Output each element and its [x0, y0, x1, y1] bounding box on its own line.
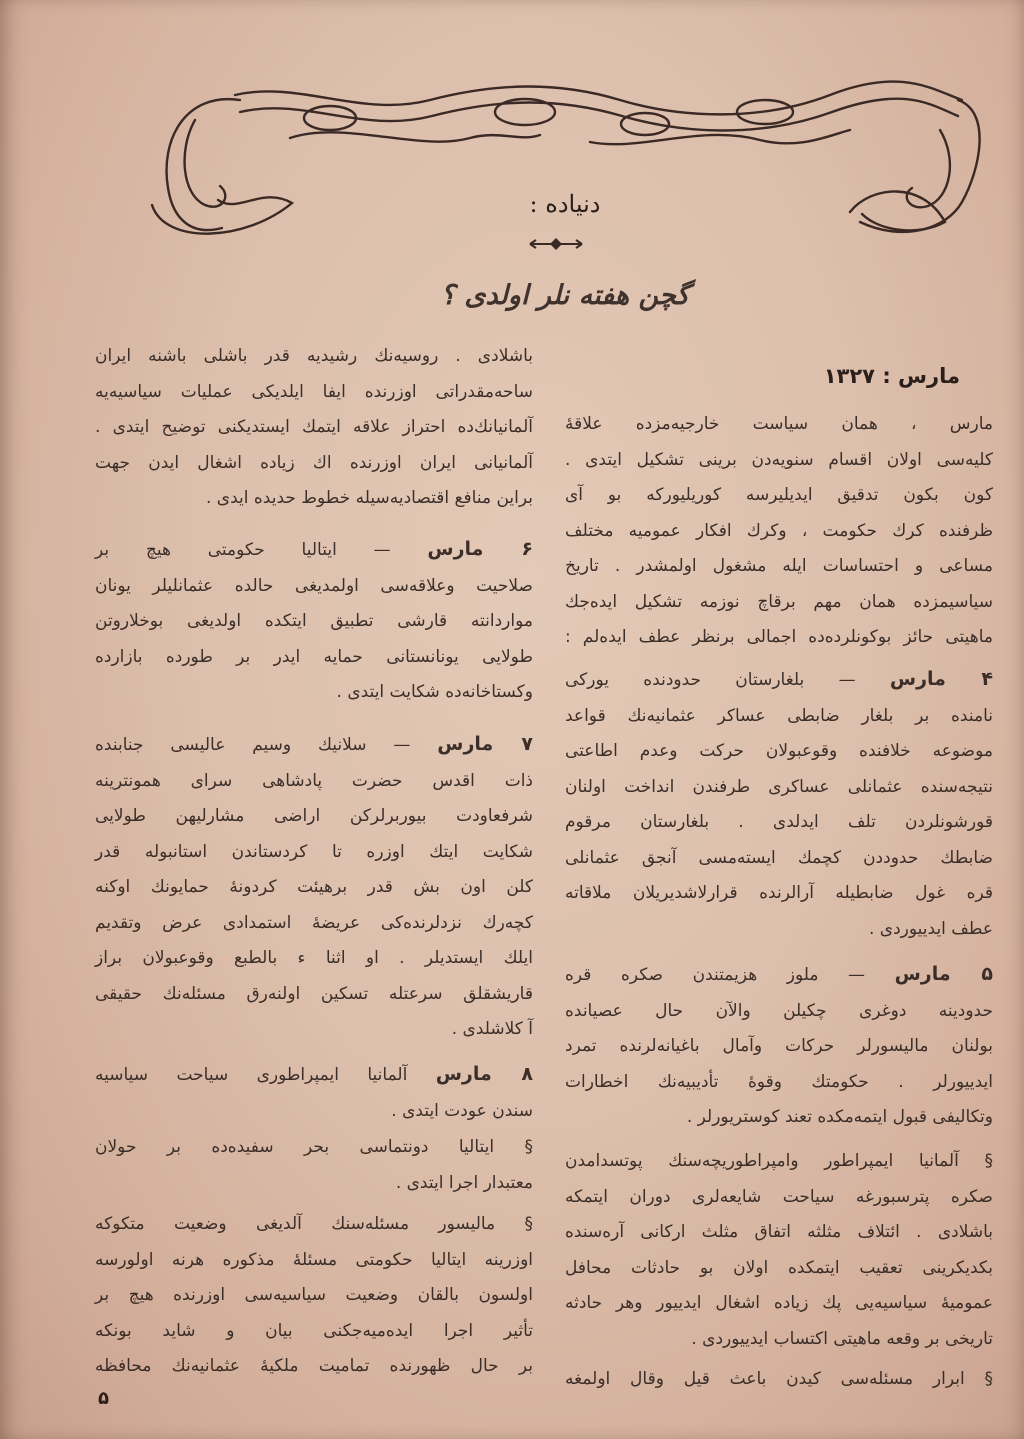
text-line: باشلادی . ائتلاف مثلثه اتفاق مثلث ارکانی آره‌سنده [565, 1222, 993, 1242]
text-line: قاریشقلق سرعتله تسکین اولنه‌رق مسئله‌نك حقیقی [95, 983, 533, 1004]
dated-entry [565, 957, 993, 1136]
text-line: وکستاخانه‌ده شکایت ایتدی . [336, 682, 533, 702]
entry-lead-text: آلمانیا ایمپراطوری سیاحت سیاسیه [95, 1065, 408, 1085]
text-line: عطف ایدییوردی . [868, 918, 993, 939]
text-line: § آلمانیا ایمپراطور وامپراطوریچه‌سنك پوتسدامدن [565, 1151, 993, 1171]
text-line: مواردانته قارشی تطبیق ایتکده اولدیغی بوخلاروتن [95, 611, 533, 631]
column-date-heading: مارس : ۱۳۲۷ [823, 364, 960, 388]
entry-lead-text: — ایتالیا حکومتی هیچ بر [95, 540, 391, 560]
text-line: ظرفنده کرك حکومت ، وکرك افکار عمومیه مختلف [565, 520, 993, 541]
entry-date: ۶ مارس [427, 538, 534, 560]
entry-date: ۴ مارس [889, 668, 994, 690]
text-line: سیاسیمزده همان مهم برقاچ نوزمه تشکیل ایده‌جك [565, 591, 993, 612]
text-line: آ کلاشلدی . [451, 1019, 533, 1039]
dated-entry-heading [95, 532, 533, 569]
text-line: ایدییورلر . حکومتك وقوهٔ تأدیبیه‌نك اخطارات [565, 1071, 993, 1092]
text-line: بر حال ظهورنده تمامیت ملکیهٔ عثمانیه‌نك محافظه [95, 1356, 533, 1376]
frame-left-scroll [167, 99, 240, 230]
divider-ornament [528, 236, 584, 252]
text-line: ضابطك حدوددن کچمك ایسته‌مسی آنجق عثمانلی [565, 847, 993, 868]
entry-date: ۵ مارس [894, 963, 994, 985]
text-line: ایلك ایستدیلر . او اثنا ء بالطبع وقوعبولان براز [95, 948, 533, 968]
frame-swirl-left [290, 132, 540, 141]
text-line: کلیه‌سی اولان اقسام سنویه‌دن برینی تشکیل ایتدی . [565, 449, 993, 470]
dated-entry-heading [95, 1057, 533, 1094]
text-line: تاریخی بر وقعه ماهیتی اکتساب ایدییوردی . [691, 1328, 993, 1349]
text-line: شرفعاودت بیوربرلرکن اراضی مشارلیهن طولایی [95, 806, 533, 826]
text-line: آلمانیانك‌ده احتراز علاقه ایتمك ایستدیکنی توضیح ایتدی . [95, 417, 533, 437]
paragraph [565, 407, 993, 656]
text-line: نامنده بر بلغار ضابطی عساکر عثمانیه‌نك قواعد [565, 705, 993, 726]
text-line: مارس ، همان سیاست خارجیه‌مزده علاقهٔ [565, 414, 993, 434]
frame-left-scroll-inner [185, 120, 226, 207]
entry-lead-text: — سلانیك وسیم عالیسی جنابنده [95, 735, 411, 755]
text-line: اوزرینه ایتالیا حکومتی مسئلهٔ مذکوره هرنه اولورسه [95, 1249, 533, 1270]
section-title: دنیاده : [529, 190, 601, 218]
text-line: شکایت ایتك اوزره تا کردستاندن استانبوله قدر [95, 841, 533, 862]
text-line: طولایی یونانستانی حمایه ایدر بر طورده بازارده [95, 646, 533, 667]
text-line: معتبدار اجرا ایتدی . [395, 1172, 533, 1193]
text-line: براین منافع اقتصادیه‌سیله خطوط حدیده ایدی . [206, 488, 533, 508]
dated-entry [565, 662, 993, 947]
text-line: § ایتالیا دونتماسی بحر سفیده‌ده بر حولان [95, 1137, 533, 1157]
text-line: کون بکون تدقیق ایدیلیرسه کوریلیورکه بو آی [565, 485, 993, 505]
paragraph [565, 1362, 993, 1398]
text-line: عمومیهٔ سیاسیه‌یی پك زیاده اشغال ایدییور وهر حادثه [565, 1293, 993, 1313]
divider-diamond [550, 238, 562, 250]
text-line: حدودینه دوغری چکیلن والآن حال عصیانده [565, 1000, 993, 1021]
text-line: مساعی و احتساسات ایله مشغول اولمشدر . تاریخ [565, 556, 993, 576]
text-line: ماهیتی حائز بوکونلرده‌ده اجمالی برنظر عطف ایده‌لم : [565, 627, 993, 647]
text-line: § ابرار مسئله‌سی کیدن باعث قیل وقال اولمغه [565, 1369, 993, 1389]
text-line: آلمانیانی ایران اوزرنده اك زیاده اشغال ایدن جهت [95, 452, 533, 473]
text-line: صکره پترسبورغه سیاحت شایعه‌لری دوران ایتمکه [565, 1186, 993, 1207]
text-line: کچه‌رك نزدلرنده‌کی عریضهٔ استمدادی عرض وتقدیم [95, 912, 533, 933]
text-line: نتیجه‌سنده عثمانلی عساکری طرفندن انداخت اولنان [565, 776, 993, 797]
entry-lead-text: — بلغارستان حدودنده یورکی [565, 670, 856, 690]
text-line: سندن عودت ایتدی . [391, 1100, 533, 1121]
text-line: صلاحیت وعلاقه‌سی اولمدیغی حالده عثمانلیلر یونان [95, 575, 533, 596]
text-line: اولسون بالقان وضعیت سیاسیه‌سی اوزرنده هیچ بر [95, 1285, 533, 1305]
entry-lead-text: — ملوز هزیمتندن صکره قره [565, 965, 866, 985]
paragraph [565, 1144, 993, 1357]
headline: گچن هفته نلر اولدی ؟ [440, 280, 690, 311]
dated-entry-heading [565, 662, 993, 699]
dated-entry [95, 532, 533, 711]
page-number: ۵ [98, 1388, 109, 1409]
text-line: قورشونلردن تلف ایدلدی . بلغارستان مرقوم [565, 812, 993, 832]
text-line: ذات اقدس حضرت پادشاهی سرای همونترینه [95, 770, 533, 791]
paragraph [95, 1130, 533, 1201]
paragraph [95, 1207, 533, 1385]
frame-right-scroll [860, 100, 980, 232]
decorative-header-frame [0, 0, 1024, 260]
text-line: باشلادی . روسیه‌نك رشیدیه قدر باشلی باشنه ایران [95, 346, 533, 366]
dated-entry [95, 727, 533, 1048]
dated-entry-heading [95, 727, 533, 764]
text-line: وتکالیفی قبول ایتمه‌مکده تعند کوستریورلر . [686, 1107, 993, 1127]
text-line: موضوعه خلافنده وقوعبولان حرکت وعدم اطاعتی [565, 741, 993, 761]
paragraph [95, 339, 533, 517]
text-line: § مالیسور مسئله‌سنك آلدیغی وضعیت متکوکه [95, 1214, 533, 1234]
dated-entry-heading [565, 957, 993, 994]
text-line: کلن اون بش قدر برهیئت کردونهٔ حمایونك اوکنه [95, 877, 533, 897]
text-line: بولنان مالیسورلر حرکات وآمال باغیانه‌لرنده تمرد [565, 1036, 993, 1056]
entry-date: ۷ مارس [437, 733, 533, 755]
text-line: بکدیکرینی تعقیب ایتمکده اولان بو حادثات محافل [565, 1257, 993, 1278]
text-line: تأثیر اجرا ایده‌میه‌جکنی بیان و شاید بونکه [95, 1320, 533, 1341]
dated-entry [95, 1057, 533, 1129]
entry-date: ۸ مارس [435, 1063, 533, 1085]
text-line: ساحه‌مقدراتی اوزرنده ایفا ایلدیکی عملیات سیاسیه‌یه [95, 381, 533, 402]
text-line: قره غول ضابطیله آرالرنده قرارلاشدیریلان ملاقاته [565, 883, 993, 903]
